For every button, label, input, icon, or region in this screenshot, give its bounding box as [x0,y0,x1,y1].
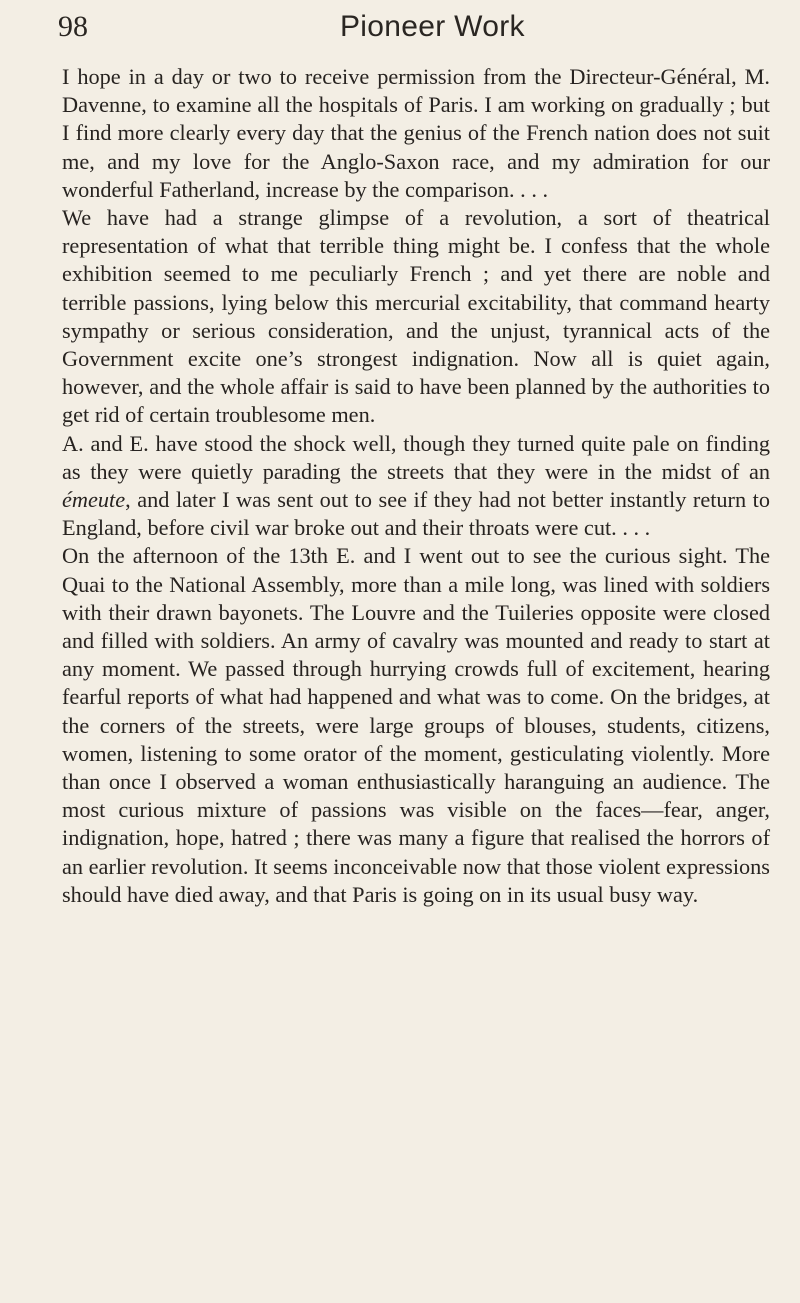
paragraph-3-italic-word: émeute [62,487,126,513]
paragraph-2: We have had a strange glimpse of a revolution, a sort of theatrical representation of what that terrible thing might be. I confess that the whole exhibition seemed to me peculiarly French ; and yet there are noble and terrible passions, lying below this mercurial excitability, that command hearty sympathy or serious consideration, and the unjust, tyrannical acts of the Government excite one’s strongest indignation. Now all is quiet again, however, and the whole affair is said to have been planned by the authorities to get rid of certain troublesome men. [62,205,770,428]
page-number: 98 [58,10,88,43]
paragraph-3-text-before: A. and E. have stood the shock well, though they turned quite pale on finding as they were quietly parading the streets that they were in the midst of an [62,430,770,484]
paragraph-4: On the afternoon of the 13th E. and I went out to see the curious sight. The Quai to the National Assembly, more than a mile long, was lined with soldiers with their drawn bayonets. The Louvre and the Tuileries opposite were closed and filled with soldiers. An army of cavalry was mounted and ready to start at any moment. We passed through hurrying crowds full of excitement, hearing fearful reports of what had happened and what was to come. On the bridges, at the corners of the streets, were large groups of blouses, students, citizens, women, listening to some orator of the moment, gesticulating violently. More than once I observed a woman enthusiastically haranguing an audience. The most curious mixture of passions was visible on the faces—fear, anger, indignation, hope, hatred ; there was many a figure that realised the horrors of an earlier revolution. It seems inconceivable now that those violent expressions should have died away, and that Paris is going on in its usual busy way. [62,543,770,907]
paragraph-3 [62,430,770,543]
running-title: Pioneer Work [340,10,525,43]
paragraph-3-text-after: , and later I was sent out to see if they had not better instantly return to England, before civil war broke out and their throats were cut. . . . [62,487,770,541]
page-header [58,10,758,50]
paragraph-1: I hope in a day or two to receive permission from the Directeur-Général, M. Davenne, to examine all the hospitals of Paris. I am working on gradually ; but I find more clearly every day that the genius of the French nation does not suit me, and my love for the Anglo-Saxon race, and my admiration for our wonderful Fatherland, increase by the comparison. . . . [62,64,770,202]
body-text [62,63,770,909]
